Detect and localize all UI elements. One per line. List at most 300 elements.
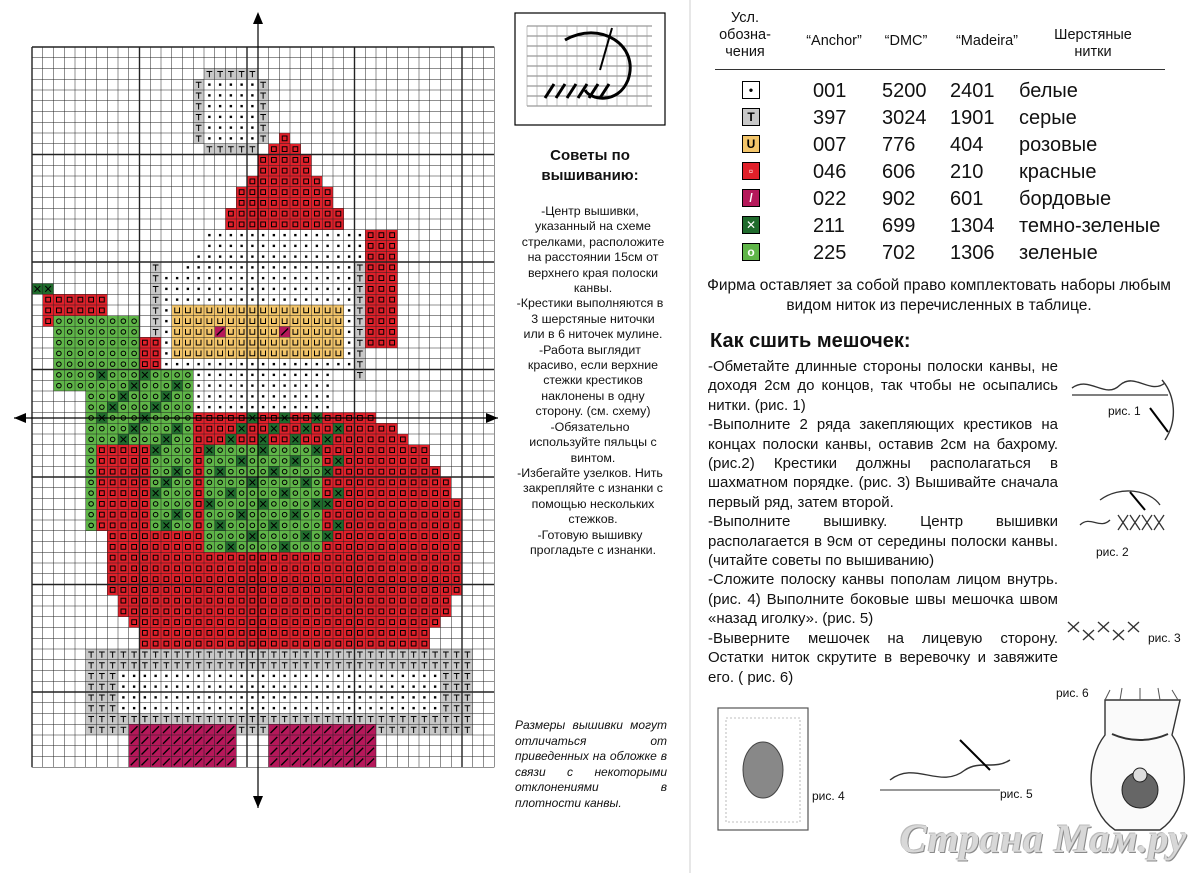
stitch-cell [408, 552, 419, 563]
stitch-cell [312, 187, 323, 198]
stitch-cell [140, 617, 151, 628]
stitch-dot [273, 707, 275, 709]
stitch-cell [86, 445, 97, 456]
stitch-cell [322, 477, 333, 488]
stitch-cell [75, 294, 86, 305]
stitch-cell [183, 595, 194, 606]
stitch-cell [183, 488, 194, 499]
stitch-cell [215, 434, 226, 445]
stitch-dot [197, 395, 199, 397]
stitch-dot [133, 675, 135, 677]
stitch-dot [434, 696, 436, 698]
stitch-cell [86, 294, 97, 305]
figure-label-5: рис. 5 [1000, 787, 1033, 801]
figure-3-staggered-stitches [1068, 622, 1139, 640]
size-note: Размеры вышивки могут отличаться от приведенных на обложке в связи с некоторыми отклонениями в плотности канвы. [515, 718, 667, 810]
stitch-cell [301, 456, 312, 467]
stitch-cell [322, 445, 333, 456]
stitch-cell [258, 305, 269, 316]
stitch-dot [283, 255, 285, 257]
stitch-cell [236, 477, 247, 488]
stitch-cell [355, 585, 366, 596]
stitch-cell [301, 187, 312, 198]
stitch-cell [312, 219, 323, 230]
stitch-cell [247, 316, 258, 327]
stitch-cell [312, 488, 323, 499]
stitch-cell [269, 305, 280, 316]
stitch-cell [150, 606, 161, 617]
stitch-dot [197, 266, 199, 268]
stitch-dot [176, 363, 178, 365]
stitch-cell [75, 359, 86, 370]
stitch-cell [279, 531, 290, 542]
stitch-cell [269, 144, 280, 155]
stitch-cell [398, 509, 409, 520]
stitch-cell [150, 617, 161, 628]
stitch-dot [197, 384, 199, 386]
stitch-cell [215, 316, 226, 327]
stitch-cell [365, 638, 376, 649]
stitch-cell [64, 327, 75, 338]
stitch-dot [219, 384, 221, 386]
stitch-cell [312, 477, 323, 488]
stitch-cell [172, 337, 183, 348]
stitch-dot [348, 266, 350, 268]
stitch-dot [240, 288, 242, 290]
stitch-cell [269, 606, 280, 617]
stitch-cell [355, 477, 366, 488]
stitch-cell [290, 208, 301, 219]
stitch-cell [161, 445, 172, 456]
tip-item: -Центр вышивки, указанный на схеме стрелками, расположите на расстоянии 15см от верхнего края полоски канвы. [521, 204, 665, 296]
stitch-cell [140, 456, 151, 467]
stitch-cell [322, 574, 333, 585]
stitch-cell [376, 563, 387, 574]
stitch-diagram-box [515, 13, 665, 125]
anchor-code: 225 [813, 242, 847, 264]
stitch-cell [247, 176, 258, 187]
legend-row [738, 213, 1178, 240]
stitch-dot [305, 266, 307, 268]
stitch-cell [430, 531, 441, 542]
stitch-dot [294, 298, 296, 300]
stitch-cell [333, 552, 344, 563]
stitch-cell [129, 477, 140, 488]
stitch-cell [204, 316, 215, 327]
stitch-dot [294, 277, 296, 279]
stitch-dot [326, 288, 328, 290]
color-name: серые [1019, 107, 1077, 129]
stitch-dot [262, 363, 264, 365]
figure-label-6: рис. 6 [1056, 686, 1089, 700]
stitch-dot [337, 707, 339, 709]
stitch-cell [193, 509, 204, 520]
diagram-frame [515, 13, 665, 125]
stitch-dot [283, 234, 285, 236]
stitch-cell [140, 563, 151, 574]
stitch-cell [64, 359, 75, 370]
stitch-dot [219, 137, 221, 139]
stitch-dot [197, 277, 199, 279]
stitch-cell [376, 606, 387, 617]
cross-stitch [1130, 515, 1140, 530]
stitch-dot [230, 707, 232, 709]
stitch-cell [172, 617, 183, 628]
stitch-cell [183, 638, 194, 649]
stitch-dot [434, 675, 436, 677]
stitch-dot [273, 363, 275, 365]
stitch-cell [107, 574, 118, 585]
stitch-dot [273, 395, 275, 397]
stitch-cell [86, 499, 97, 510]
stitch-dot [219, 94, 221, 96]
stitch-cell [312, 423, 323, 434]
stitch-dot [197, 696, 199, 698]
stitch-cell [129, 359, 140, 370]
stitch-cell [387, 488, 398, 499]
stitch-dot [262, 234, 264, 236]
pink-u-icon: U [742, 135, 760, 153]
stitch-dot [412, 696, 414, 698]
stitch-dot [251, 406, 253, 408]
stitch-cell [312, 327, 323, 338]
stitch-dot [230, 374, 232, 376]
dmc-code: 702 [882, 242, 916, 264]
stitch-cell [279, 208, 290, 219]
stitch-cell [408, 617, 419, 628]
stitch-cell [408, 574, 419, 585]
stitch-dot [283, 395, 285, 397]
stitch-dot [412, 707, 414, 709]
stitch-cell [376, 520, 387, 531]
stitch-cell [387, 628, 398, 639]
stitch-cell [150, 370, 161, 381]
stitch-cell [140, 348, 151, 359]
stitch-dot [240, 707, 242, 709]
stitch-cell [183, 542, 194, 553]
stitch-cell [322, 628, 333, 639]
stitch-cell [376, 456, 387, 467]
stitch-dot [187, 675, 189, 677]
stitch-cell [430, 552, 441, 563]
stitch-cell [226, 219, 237, 230]
stitch-cell [312, 552, 323, 563]
dmc-code: 902 [882, 188, 916, 210]
stitch-cell [430, 617, 441, 628]
stitch-cell [226, 327, 237, 338]
stitch-cell [150, 423, 161, 434]
stitch-cell [75, 370, 86, 381]
stitch-dot [165, 352, 167, 354]
stitch-cell [247, 488, 258, 499]
stitch-cell [161, 638, 172, 649]
stitch-cell [365, 241, 376, 252]
stitch-dot [294, 675, 296, 677]
stitch-dot [133, 707, 135, 709]
stitch-cell [204, 531, 215, 542]
stitch-cell [140, 359, 151, 370]
stitch-dot [251, 363, 253, 365]
stitch-cell [118, 574, 129, 585]
stitch-cell [247, 574, 258, 585]
stitch-cell [107, 391, 118, 402]
stitch-cell [215, 423, 226, 434]
stitch-dot [240, 266, 242, 268]
stitch-cell [376, 585, 387, 596]
stitch-dot [251, 384, 253, 386]
stitch-dot [240, 675, 242, 677]
stitch-dot [273, 675, 275, 677]
sewing-step: -Выполните вышивку. Центр вышивки располагается в 9см от середины полоски канвы.(читайте советы по вышиванию) [708, 513, 1058, 570]
stitch-dot [240, 234, 242, 236]
stitch-cell [75, 337, 86, 348]
stitch-cell [301, 434, 312, 445]
stitch-cell [118, 359, 129, 370]
stitch-dot [380, 707, 382, 709]
stitch-cell [279, 585, 290, 596]
stitch-cell [333, 316, 344, 327]
stitch-dot [326, 374, 328, 376]
stitch-dot [337, 696, 339, 698]
stitch-dot [337, 675, 339, 677]
stitch-dot [240, 685, 242, 687]
stitch-dot [240, 137, 242, 139]
stitch-cell [312, 176, 323, 187]
stitch-dot [283, 298, 285, 300]
stitch-tips-title: Советы по вышиванию: [541, 147, 639, 184]
stitch-cell [247, 585, 258, 596]
stitch-cell [236, 542, 247, 553]
stitch-cell [204, 456, 215, 467]
stitch-cell [333, 617, 344, 628]
stitch-cell [376, 552, 387, 563]
stitch-cell [344, 617, 355, 628]
stitch-dot [219, 374, 221, 376]
stitch-dot [423, 696, 425, 698]
stitch-cell [290, 305, 301, 316]
stitch-cell [301, 552, 312, 563]
stitch-cell [172, 585, 183, 596]
stitch-dot [402, 707, 404, 709]
stitch-cell [258, 327, 269, 338]
stitch-dot [154, 696, 156, 698]
stitch-cell [161, 574, 172, 585]
stitch-cell [161, 509, 172, 520]
stitch-cell [312, 595, 323, 606]
stitch-dot [219, 675, 221, 677]
stitch-cell [258, 542, 269, 553]
stitch-cell [172, 370, 183, 381]
stitch-cell [333, 606, 344, 617]
stitch-cell [247, 595, 258, 606]
stitch-cell [376, 574, 387, 585]
stitch-cell [43, 305, 54, 316]
stitch-dot [423, 685, 425, 687]
stitch-dot [176, 696, 178, 698]
stitch-cell [172, 552, 183, 563]
stitch-cell [193, 305, 204, 316]
stitch-cell [365, 305, 376, 316]
figure-2-cross-stitch [1080, 491, 1164, 530]
stitch-cell [236, 327, 247, 338]
stitch-dot [273, 384, 275, 386]
stitch-cell [365, 531, 376, 542]
cross-stitch [1083, 630, 1094, 640]
cross-stitch [1068, 622, 1079, 632]
stitch-cell [140, 585, 151, 596]
stitch-cell [140, 509, 151, 520]
stitch-dot [434, 685, 436, 687]
stitch-cell [355, 520, 366, 531]
stitch-cell [312, 466, 323, 477]
stitch-cell [355, 595, 366, 606]
stitch-dot [187, 707, 189, 709]
stitch-cell [204, 606, 215, 617]
stitch-cell [322, 509, 333, 520]
stitch-cell [365, 230, 376, 241]
stitch-cell [344, 606, 355, 617]
stitch-dot [262, 374, 264, 376]
stitch-cell [161, 370, 172, 381]
stitch-cell [376, 284, 387, 295]
stitch-cell [333, 542, 344, 553]
stitch-cell [290, 155, 301, 166]
stitch-dot [348, 245, 350, 247]
stitch-dot [165, 331, 167, 333]
stitch-cell [301, 219, 312, 230]
stitch-cell [215, 552, 226, 563]
stitch-cell [344, 585, 355, 596]
stitch-cell [107, 499, 118, 510]
stitch-dot [251, 277, 253, 279]
stitch-cell [376, 262, 387, 273]
stitch-cell [419, 638, 430, 649]
stitch-cell [129, 327, 140, 338]
stitch-cell [290, 198, 301, 209]
stitch-cell [107, 520, 118, 531]
stitch-dot [219, 116, 221, 118]
stitch-dot [208, 245, 210, 247]
stitch-cell [290, 520, 301, 531]
stitch-cell [140, 380, 151, 391]
stitch-cell [269, 628, 280, 639]
stitch-cell [215, 456, 226, 467]
stitch-cell [387, 241, 398, 252]
stitch-cell [150, 499, 161, 510]
stitch-cell [419, 531, 430, 542]
stitch-cell [279, 219, 290, 230]
stitch-dot [316, 266, 318, 268]
stitch-cell [150, 638, 161, 649]
stitch-cell [419, 520, 430, 531]
dmc-code: 606 [882, 161, 916, 183]
stitch-dot [348, 341, 350, 343]
stitch-dot [165, 309, 167, 311]
stitch-cell [355, 445, 366, 456]
stitch-cell [172, 520, 183, 531]
anchor-code: 397 [813, 107, 847, 129]
stitch-cell [279, 466, 290, 477]
stitch-cell [355, 552, 366, 563]
stitch-cell [322, 316, 333, 327]
stitch-dot [219, 255, 221, 257]
stitch-cell [247, 552, 258, 563]
stitch-cell [215, 445, 226, 456]
stitch-cell [97, 488, 108, 499]
thread-line [890, 760, 1010, 780]
stitch-dot [197, 406, 199, 408]
stitch-cell [183, 370, 194, 381]
legend-row [738, 186, 1178, 213]
stitch-cell [322, 617, 333, 628]
stitch-cell [322, 585, 333, 596]
stitch-cell [441, 585, 452, 596]
stitch-dot [219, 83, 221, 85]
stitch-dot [273, 234, 275, 236]
darkgreen-cross-icon: ✕ [742, 216, 760, 234]
stitch-cell [247, 219, 258, 230]
stitch-cell [236, 638, 247, 649]
stitch-cell [172, 316, 183, 327]
stitch-cell [161, 402, 172, 413]
stitch-cell [236, 531, 247, 542]
stitch-cell [441, 574, 452, 585]
stitch-dot [273, 406, 275, 408]
stitch-cell [161, 542, 172, 553]
stitch-dot [283, 685, 285, 687]
stitch-cell [387, 423, 398, 434]
stitch-dot [165, 685, 167, 687]
legend-row [738, 132, 1178, 159]
stitch-cell [193, 488, 204, 499]
stitch-dot [262, 395, 264, 397]
stitch-cell [398, 542, 409, 553]
stitch-dot [348, 288, 350, 290]
stitch-dot [230, 94, 232, 96]
stitch-cell [290, 165, 301, 176]
tip-item: -Избегайте узелков. Нить закрепляйте с изнанки с помощью нескольких стежков. [517, 465, 663, 527]
stitch-cell [183, 606, 194, 617]
stitch-cell [204, 628, 215, 639]
stitch-cell [290, 574, 301, 585]
stitch-dot [219, 234, 221, 236]
stitch-dot [230, 384, 232, 386]
stitch-dot [283, 374, 285, 376]
stitch-cell [376, 499, 387, 510]
stitch-cell [75, 380, 86, 391]
stitch-cell [387, 509, 398, 520]
stitch-cell [430, 488, 441, 499]
stitch-cell [172, 348, 183, 359]
stitch-dot [251, 675, 253, 677]
stitch-cell [290, 466, 301, 477]
stitch-cell [172, 477, 183, 488]
stitch-dot [219, 298, 221, 300]
stitch-cell [193, 423, 204, 434]
stitch-cell [419, 499, 430, 510]
stitch-cell [129, 542, 140, 553]
stitch-cell [150, 531, 161, 542]
stitch-cell [387, 251, 398, 262]
sewing-steps [708, 357, 1058, 687]
stitch-dot [359, 245, 361, 247]
stitch-cell [150, 520, 161, 531]
stitch-dot [187, 288, 189, 290]
stitch-cell [107, 531, 118, 542]
stitch-cell [344, 628, 355, 639]
stitch-cell [290, 316, 301, 327]
stitch-cell [129, 574, 140, 585]
